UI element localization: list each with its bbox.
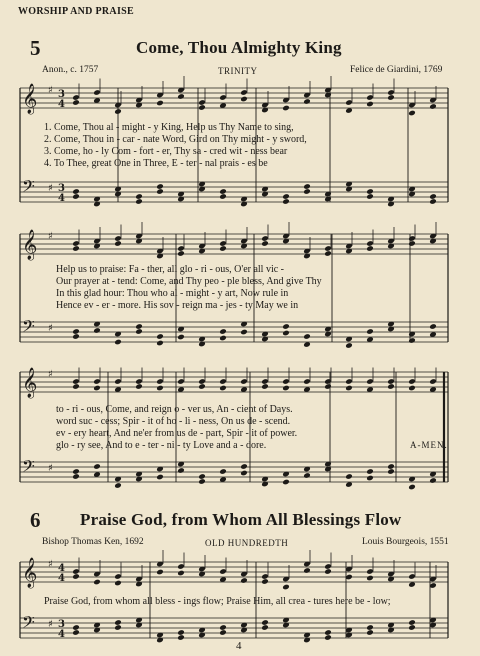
verse-4-line-3: glo - ry see, And to e - ter - ni - ty Love and a - dore. [56,440,267,451]
note-head [156,474,164,481]
note-head [408,619,416,626]
note-head [324,629,332,636]
note-head [240,463,248,470]
note-head [72,629,80,636]
note-head [114,339,122,346]
hymn-title: Praise God, from Whom All Blessings Flow [80,510,402,529]
note-head [177,629,185,636]
note-head [72,245,80,252]
note-head [429,193,437,200]
note-head [135,383,143,390]
note-head [366,475,374,482]
note-head [324,383,332,390]
note-head [114,624,122,631]
note-head [282,584,290,591]
note-head [135,323,143,330]
note-head [324,634,332,641]
note-head [429,477,437,484]
time-sig: 3 [58,89,65,100]
hymn-composer: Louis Bourgeois, 1551 [362,537,449,547]
note-head [429,198,437,205]
hymn-author: Anon., c. 1757 [42,65,99,75]
note-head [303,567,311,574]
hymn-number: 6 [30,508,41,532]
bass-clef-icon: 𝄢 [22,176,35,200]
bass-clef-icon: 𝄢 [22,456,35,480]
note-head [282,105,290,112]
verse-4-line-1: 4. To Thee, great One in Three, E - ter - nal prais - es be [44,158,268,169]
note-head [219,468,227,475]
note-head [387,463,395,470]
verse-4-line-2: Hence ev - er - more. His sov - reign ma - jes - ty May we in [56,300,299,311]
note-head [261,383,269,390]
treble-clef-icon: 𝄞 [22,230,38,260]
note-head [156,183,164,190]
hymn-author: Bishop Thomas Ken, 1692 [42,537,144,547]
note-head [366,468,374,475]
note-head [114,580,122,587]
treble-clef-icon: 𝄞 [22,84,38,114]
time-sig: 3 [58,619,65,630]
note-head [366,193,374,200]
amen-label: A-MEN. [410,440,448,450]
note-head [429,103,437,110]
note-head [345,342,353,349]
verse-1-line-2: Help us to praise: Fa - ther, all glo - ri - ous, O'er all vic - [56,264,285,275]
note-head [408,385,416,392]
note-head [93,327,101,334]
note-head [177,634,185,641]
note-head [303,188,311,195]
note-head [345,473,353,480]
note-head [408,110,416,117]
verse-3-line-2: In this glad hour: Thou who al - might - y art, Now rule in [56,288,289,299]
sharp-icon: ♯ [48,323,53,334]
hymn-number: 5 [30,36,41,60]
note-head [72,573,80,580]
note-head [135,193,143,200]
note-head [114,619,122,626]
note-head [240,329,248,336]
time-sig: 3 [58,183,65,194]
hymn-title: Come, Thou Almighty King [136,38,342,57]
note-head [429,323,437,330]
verse-2-line-1: 2. Come, Thou in - car - nate Word, Gird on Thy might - y sword, [44,134,307,145]
sharp-icon: ♯ [48,369,53,380]
time-sig: 4 [58,563,65,574]
note-head [303,183,311,190]
note-head [114,108,122,115]
note-head [156,188,164,195]
note-head [324,568,332,575]
note-head [198,104,206,111]
note-head [282,330,290,337]
bass-clef-icon: 𝄢 [22,612,35,636]
note-head [219,629,227,636]
note-head [408,240,416,247]
note-head [366,328,374,335]
sharp-icon: ♯ [48,463,53,474]
note-head [387,94,395,101]
note-head [240,577,248,584]
note-head [303,98,311,105]
note-head [387,468,395,475]
note-head [282,198,290,205]
note-head [345,385,353,392]
note-head [72,193,80,200]
time-sig: 4 [58,573,65,584]
note-head [366,624,374,631]
note-head [366,245,374,252]
note-head [303,472,311,479]
note-head [282,323,290,330]
note-head [387,383,395,390]
sharp-icon: ♯ [48,619,53,630]
note-head [177,334,185,341]
verse-1-line-1: 1. Come, Thou al - might - y King, Help us Thy Name to sing, [44,122,294,133]
note-head [114,482,122,489]
note-head [72,333,80,340]
note-head [240,96,248,103]
note-head [219,193,227,200]
note-head [72,188,80,195]
note-head [324,250,332,257]
hymn-tune: TRINITY [218,66,258,76]
note-head [93,463,101,470]
note-head [135,328,143,335]
note-head [219,245,227,252]
note-head [219,335,227,342]
note-head [366,575,374,582]
note-head [282,385,290,392]
note-head [93,579,101,586]
time-sig: 4 [58,629,65,640]
note-head [114,240,122,247]
verse-3-line-3: ev - ery heart, And ne'er from us de - part, Spir - it of power. [56,428,298,439]
hymn-composer: Felice de Giardini, 1769 [350,65,443,75]
note-head [156,385,164,392]
note-head [177,93,185,100]
note-head [177,467,185,474]
note-head [219,188,227,195]
verse-2-line-2: Our prayer at - tend: Come, and Thy peo - ple bless, And give Thy [56,276,322,287]
bass-clef-icon: 𝄢 [22,316,35,340]
note-head [282,479,290,486]
note-head [303,333,311,340]
note-head [408,337,416,344]
treble-clef-icon: 𝄞 [22,368,38,398]
note-head [198,478,206,485]
note-head [156,340,164,347]
verse-3-line-1: 3. Come, ho - ly Com - fort - er, Thy sa - cred wit - ness bear [44,146,288,157]
note-head [156,333,164,340]
time-sig: 4 [58,99,65,110]
note-head [72,328,80,335]
note-head [261,619,269,626]
note-head [72,624,80,631]
page-number: 4 [236,640,242,652]
note-head [219,624,227,631]
note-head [408,484,416,491]
note-head [156,569,164,576]
note-head [366,188,374,195]
verse-2-line-3: word suc - cess; Spir - it of ho - li - ness, On us de - scend. [56,416,291,427]
note-head [135,198,143,205]
note-head [408,624,416,631]
note-head [219,385,227,392]
note-head [156,100,164,107]
time-sig: 4 [58,193,65,204]
note-head [198,383,206,390]
sharp-icon: ♯ [48,183,53,194]
note-head [261,240,269,247]
note-head [72,99,80,106]
note-head [240,470,248,477]
note-head [72,473,80,480]
note-head [366,101,374,108]
verse-1-line-3: to - ri - ous, Come, and reign o - ver us, An - cient of Days. [56,404,293,415]
note-head [177,250,185,257]
note-head [177,570,185,577]
note-head [366,629,374,636]
note-head [93,385,101,392]
note-head [72,383,80,390]
note-head [261,578,269,585]
hymn6-line-1: Praise God, from whom all bless - ings flow; Praise Him, all crea - tures here be - low; [44,596,391,607]
hymn-tune: OLD HUNDREDTH [205,538,289,548]
note-head [282,193,290,200]
treble-clef-icon: 𝄞 [22,558,38,588]
note-head [219,328,227,335]
note-head [72,468,80,475]
note-head [261,624,269,631]
note-head [198,473,206,480]
sharp-icon: ♯ [48,559,53,570]
section-header: WORSHIP AND PRAISE [18,6,134,17]
sharp-icon: ♯ [48,231,53,242]
sharp-icon: ♯ [48,85,53,96]
